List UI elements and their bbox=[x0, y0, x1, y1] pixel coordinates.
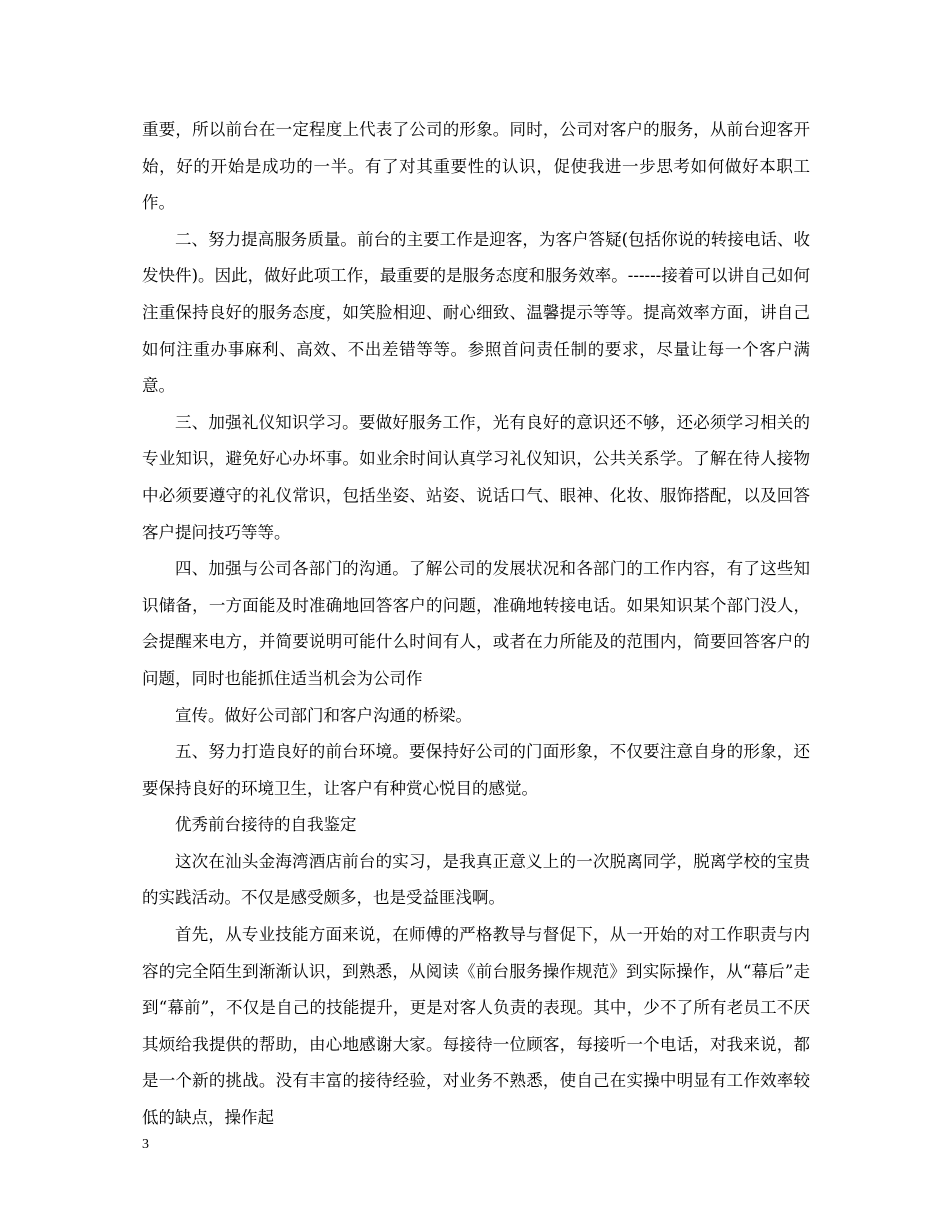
paragraph-front-desk-environment: 五、努力打造良好的前台环境。要保持好公司的门面形象，不仅要注意自身的形象，还要保持良好的环境卫生，让客户有种赏心悦目的感觉。 bbox=[142, 742, 810, 798]
section-heading: 优秀前台接待的自我鉴定 bbox=[175, 815, 357, 835]
paragraph-service-quality: 二、努力提高服务质量。前台的主要工作是迎客，为客户答疑(包括你说的转接电话、收发快件)。因此，做好此项工作，最重要的是服务态度和服务效率。------接着可以讲自己如何注重保持良好的服务态度，如笑脸相迎、耐心细致、温馨提示等等。提高效率方面，讲自己如何注重办事麻利、高效、不出差错等等。参照首问责任制的要求，尽量让每一个客户满意。 bbox=[142, 229, 810, 396]
document-body bbox=[142, 112, 810, 1137]
paragraph-publicity: 宣传。做好公司部门和客户沟通的桥梁。 bbox=[175, 705, 472, 725]
paragraph-etiquette-learning: 三、加强礼仪知识学习。要做好服务工作，光有良好的意识还不够，还必须学习相关的专业知识，避免好心办坏事。如业余时间认真学习礼仪知识，公共关系学。了解在待人接物中必须要遵守的礼仪常识，包括坐姿、站姿、说话口气、眼神、化妆、服饰搭配，以及回答客户提问技巧等等。 bbox=[142, 412, 810, 542]
paragraph-internship: 这次在汕头金海湾酒店前台的实习，是我真正意义上的一次脱离同学，脱离学校的宝贵的实践活动。不仅是感受颇多，也是受益匪浅啊。 bbox=[142, 851, 810, 908]
paragraph-professional-skills: 首先，从专业技能方面来说，在师傅的严格教导与督促下，从一开始的对工作职责与内容的完全陌生到渐渐认识，到熟悉，从阅读《前台服务操作规范》到实际操作，从“幕后”走到“幕前”，不仅是自己的技能提升，更是对客人负责的表现。其中，少不了所有老员工不厌其烦给我提供的帮助，由心地感谢大家。每接待一位顾客，每接听一个电话，对我来说，都是一个新的挑战。没有丰富的接待经验，对业务不熟悉，使自己在实操中明显有工作效率较低的缺点，操作起 bbox=[142, 925, 810, 1128]
page-number: 3 bbox=[142, 1137, 149, 1152]
paragraph-intro-continued: 重要，所以前台在一定程度上代表了公司的形象。同时，公司对客户的服务，从前台迎客开始，好的开始是成功的一半。有了对其重要性的认识，促使我进一步思考如何做好本职工作。 bbox=[142, 120, 810, 213]
paragraph-department-communication: 四、加强与公司各部门的沟通。了解公司的发展状况和各部门的工作内容，有了这些知识储备，一方面能及时准确地回答客户的问题，准确地转接电话。如果知识某个部门没人，会提醒来电方，并简要说明可能什么时间有人，或者在力所能及的范围内，简要回答客户的问题，同时也能抓住适当机会为公司作 bbox=[142, 559, 810, 688]
